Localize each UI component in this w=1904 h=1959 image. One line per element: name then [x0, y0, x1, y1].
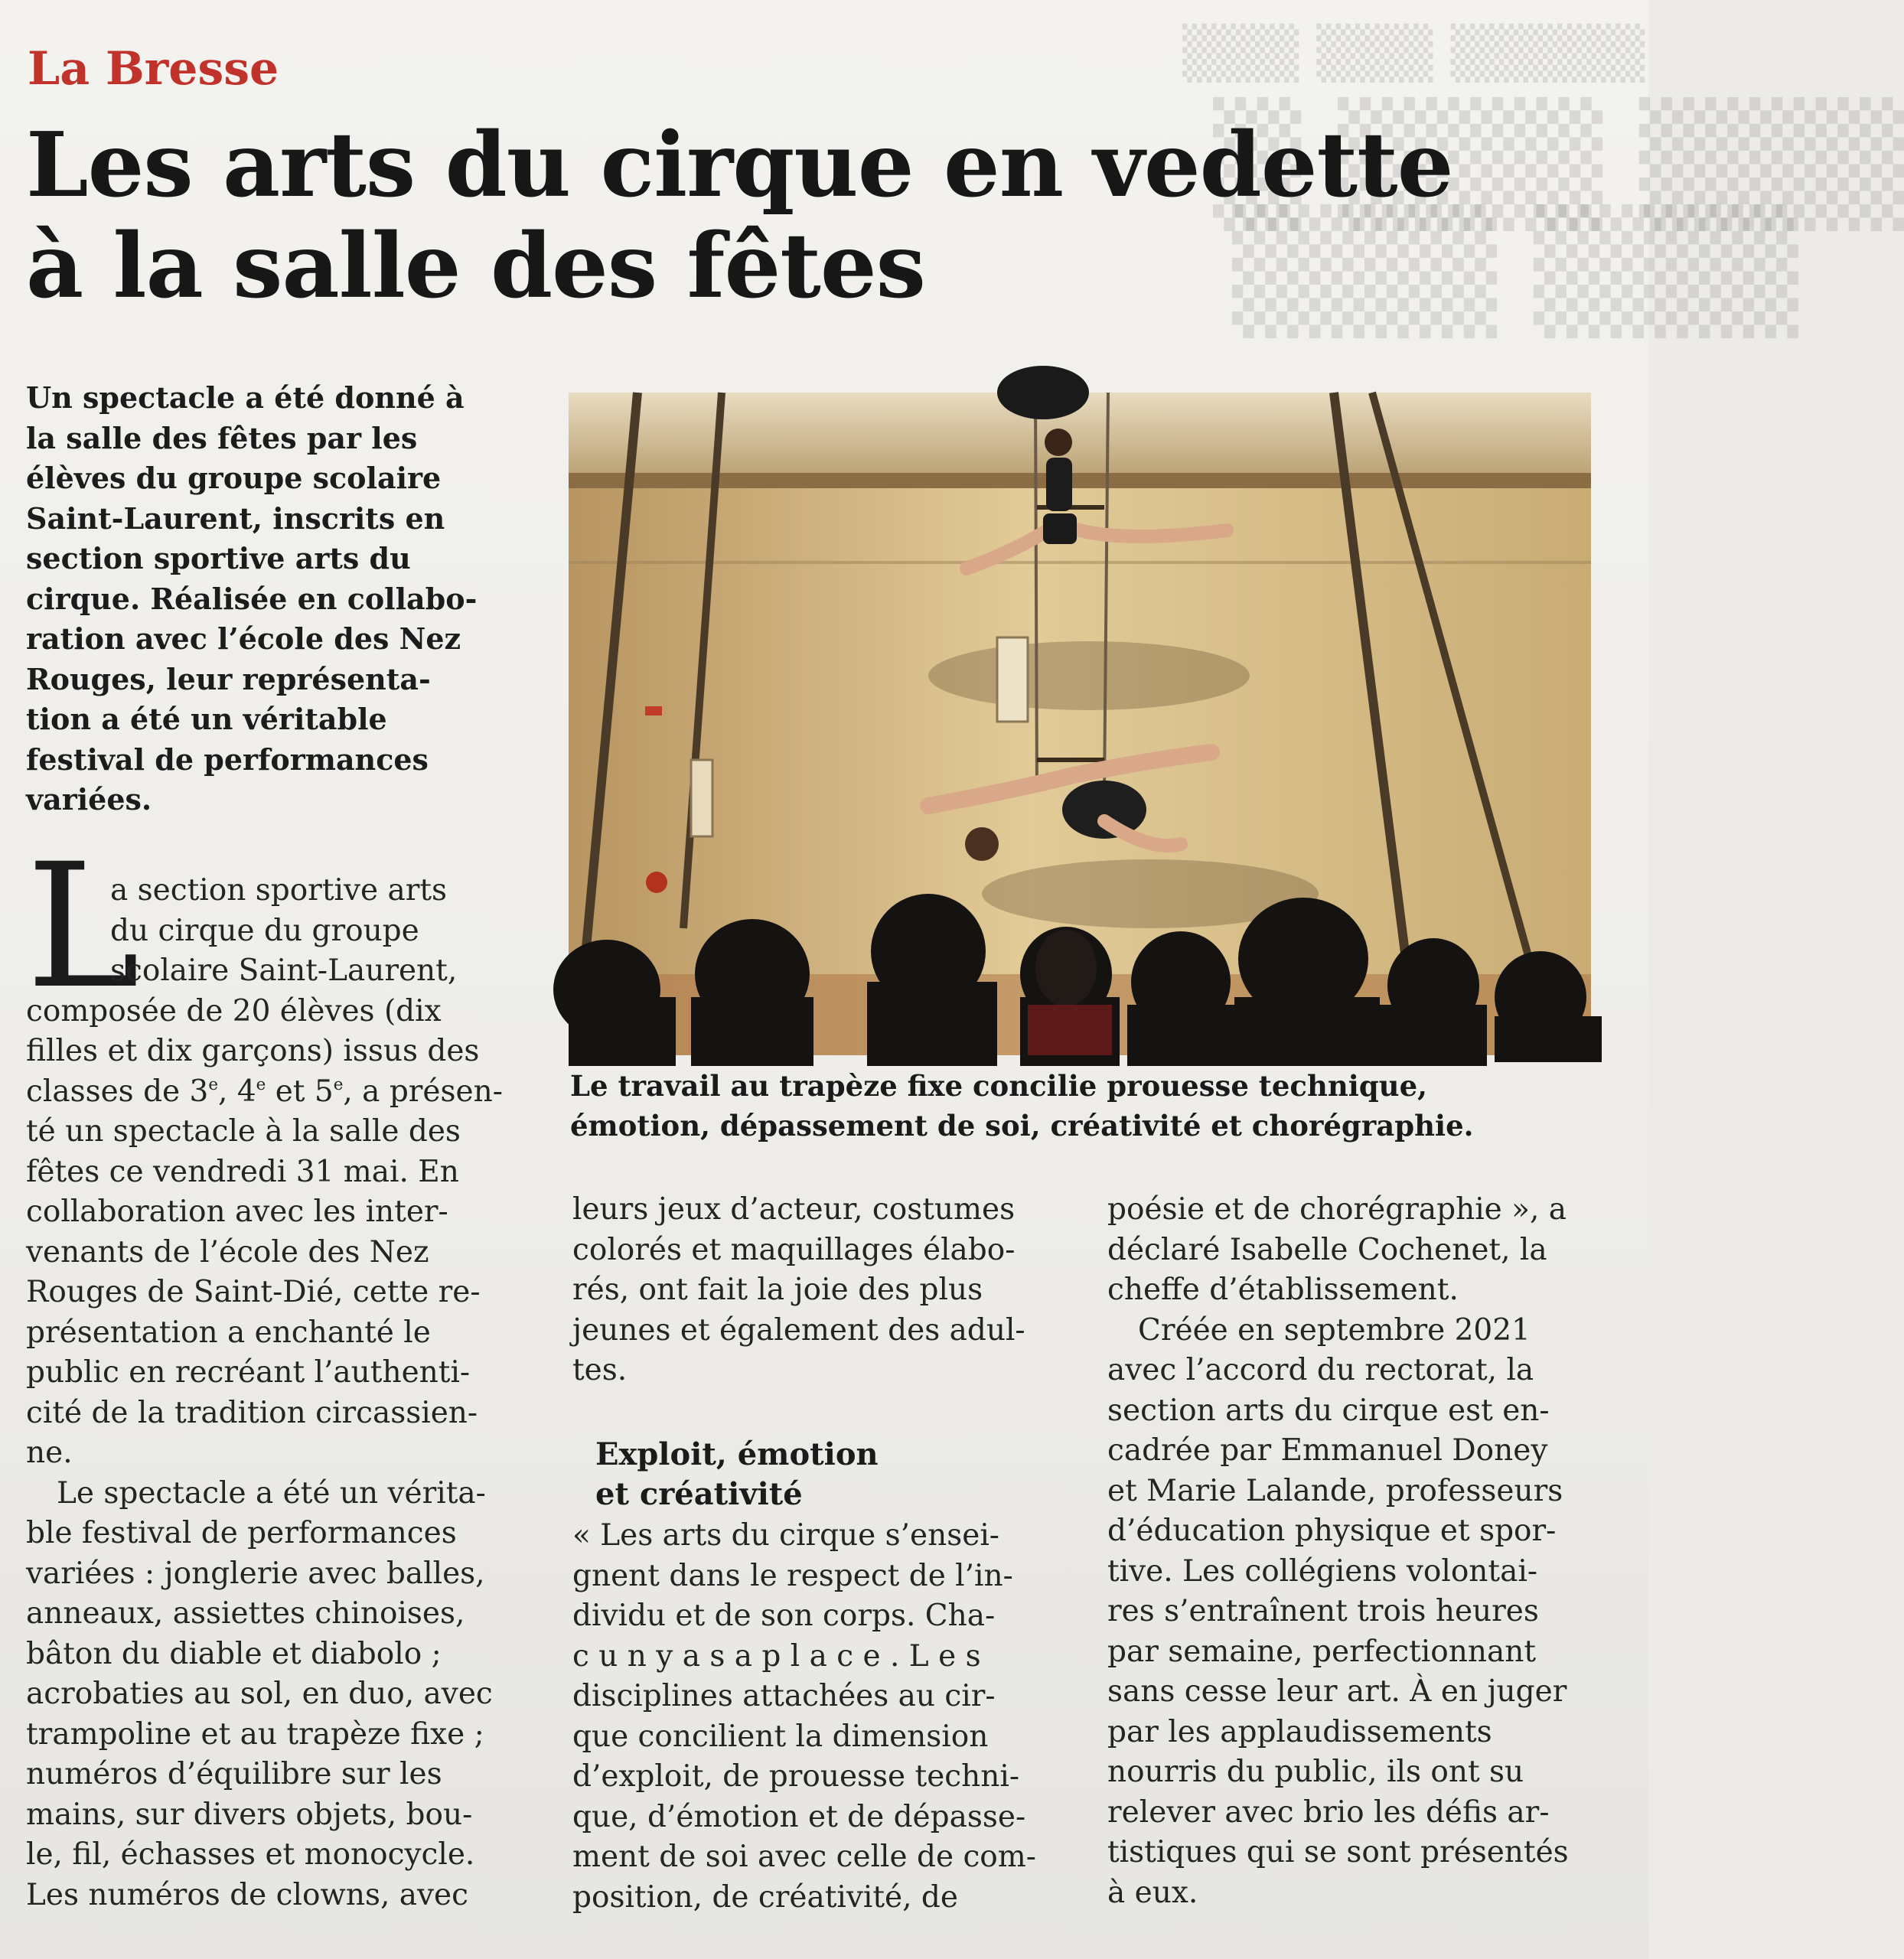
caption-line: émotion, dépassement de soi, créativité et chorégraphie.: [570, 1109, 1474, 1142]
body-line: [26, 1072, 531, 1113]
body-line: numéros d’équilibre sur les: [26, 1757, 442, 1791]
article-headline: [26, 115, 1480, 317]
body-line: que, d’émotion et de dépasse-: [572, 1799, 1026, 1834]
text-fragment: , 4: [218, 1074, 256, 1109]
body-line: que concilient la dimension: [572, 1719, 989, 1754]
body-line: ment de soi avec celle de com-: [572, 1840, 1036, 1874]
body-line: déclaré Isabelle Cochenet, la: [1107, 1232, 1547, 1267]
subheading-line: et créativité: [595, 1476, 803, 1512]
lead-line: la salle des fêtes par les: [26, 420, 418, 455]
subheading-line: Exploit, émotion: [595, 1436, 879, 1472]
superscript: e: [208, 1074, 219, 1094]
body-line: mains, sur divers objets, bou-: [26, 1797, 473, 1832]
caption-line: Le travail au trapèze fixe concilie prouesse technique,: [570, 1069, 1428, 1103]
body-line: d’éducation physique et spor-: [1107, 1514, 1557, 1548]
body-line: té un spectacle à la salle des: [26, 1114, 461, 1149]
body-line: présentation a enchanté le: [26, 1315, 431, 1350]
body-line: variées : jonglerie avec balles,: [26, 1556, 485, 1591]
lead-line: tion a été un véritable: [26, 702, 387, 736]
body-line: colorés et maquillages élabo-: [572, 1232, 1016, 1267]
body-line: et Marie Lalande, professeurs: [1107, 1473, 1563, 1508]
article-subheading: [595, 1435, 1055, 1514]
body-line: Les numéros de clowns, avec: [26, 1877, 468, 1912]
article-column-2-continued: [572, 1516, 1078, 1918]
body-line: res s’entraînent trois heures: [1107, 1594, 1539, 1628]
body-line: trampoline et au trapèze fixe ;: [26, 1716, 484, 1752]
body-line: Rouges de Saint-Dié, cette re-: [26, 1275, 481, 1309]
lead-line: Un spectacle a été donné à: [26, 380, 465, 415]
lead-line: section sportive arts du: [26, 541, 411, 575]
body-line: dividu et de son corps. Cha-: [572, 1599, 996, 1633]
body-line: public en recréant l’authenti-: [26, 1355, 471, 1390]
body-line: sans cesse leur art. À en juger: [1107, 1674, 1567, 1709]
body-line: collaboration avec les inter-: [26, 1195, 448, 1229]
body-line: scolaire Saint-Laurent,: [110, 953, 458, 988]
lead-line: variées.: [26, 782, 152, 817]
body-line: gnent dans le respect de l’in-: [572, 1558, 1013, 1593]
body-line: rés, ont fait la joie des plus: [572, 1273, 983, 1307]
body-line: avec l’accord du rectorat, la: [1107, 1353, 1534, 1387]
article-column-1: [26, 871, 531, 1915]
lead-line: élèves du groupe scolaire: [26, 461, 442, 495]
body-line: filles et dix garçons) issus des: [26, 1034, 480, 1068]
article-photo: [569, 393, 1591, 1055]
body-line: section arts du cirque est en-: [1107, 1393, 1550, 1428]
body-line: Créée en septembre 2021: [1138, 1312, 1531, 1348]
body-line: leurs jeux d’acteur, costumes: [572, 1192, 1016, 1227]
photo-caption: [570, 1066, 1626, 1146]
body-line: composée de 20 élèves (dix: [26, 993, 442, 1028]
article-column-3: [1107, 1190, 1612, 1913]
body-line: acrobaties au sol, en duo, avec: [26, 1677, 493, 1711]
body-line: nourris du public, ils ont su: [1107, 1755, 1524, 1789]
body-line: venants de l’école des Nez: [26, 1234, 429, 1270]
body-line: par semaine, perfectionnant: [1107, 1634, 1536, 1669]
body-line: tive. Les collégiens volontai-: [1107, 1553, 1537, 1589]
body-line: d’exploit, de prouesse techni-: [572, 1759, 1020, 1794]
body-line: bâton du diable et diabolo ;: [26, 1636, 442, 1671]
body-line: tistiques qui se sont présentés: [1107, 1835, 1569, 1869]
lead-line: Saint-Laurent, inscrits en: [26, 500, 445, 536]
section-kicker: La Bresse: [28, 42, 279, 96]
body-line: ble festival de performances: [26, 1516, 457, 1550]
body-line: « Les arts du cirque s’ensei-: [572, 1518, 999, 1553]
text-fragment: et 5: [266, 1074, 334, 1109]
body-line: par les applaudissements: [1107, 1714, 1492, 1749]
body-line: Le spectacle a été un vérita-: [57, 1475, 486, 1511]
body-line: a section sportive arts: [110, 873, 448, 908]
body-line: position, de créativité, de: [572, 1879, 958, 1915]
headline-line: à la salle des fêtes: [26, 214, 925, 318]
lead-line: ration avec l’école des Nez: [26, 621, 461, 656]
lead-line: Rouges, leur représenta-: [26, 661, 431, 696]
body-line: jeunes et également des adul-: [572, 1312, 1025, 1348]
body-line: cheffe d’établissement.: [1107, 1273, 1459, 1307]
lead-line: cirque. Réalisée en collabo-: [26, 581, 478, 616]
body-line: c u n y a s a p l a c e . L e s: [572, 1638, 981, 1674]
bleed-through-text: ▒ ▒▒▒ ▒▒▒: [1213, 98, 1904, 231]
lead-line: festival de performances: [26, 742, 429, 777]
body-line: relever avec brio les défis ar-: [1107, 1794, 1550, 1830]
body-line: le, fil, échasses et monocycle.: [26, 1837, 475, 1872]
superscript: e: [256, 1074, 266, 1094]
body-line: tes.: [572, 1353, 628, 1387]
body-line: disciplines attachées au cir-: [572, 1679, 996, 1713]
bleed-through-text: ▒▒▒ ▒▒▒: [1232, 205, 1798, 338]
body-line: ne.: [26, 1436, 73, 1470]
body-line: à eux.: [1107, 1875, 1198, 1910]
superscript: e: [333, 1074, 344, 1094]
body-line: anneaux, assiettes chinoises,: [26, 1596, 465, 1631]
body-line: fêtes ce vendredi 31 mai. En: [26, 1154, 459, 1189]
text-fragment: , a présen-: [343, 1074, 503, 1109]
body-line: cadrée par Emmanuel Doney: [1107, 1433, 1548, 1468]
body-line: cité de la tradition circassien-: [26, 1395, 478, 1430]
body-line: du cirque du groupe: [110, 913, 419, 948]
headline-line: Les arts du cirque en vedette: [26, 113, 1453, 217]
article-column-2: [572, 1190, 1078, 1391]
article-lead: [26, 378, 516, 820]
drop-cap: L: [26, 826, 140, 1026]
text-fragment: classes de 3: [26, 1074, 209, 1109]
body-line: poésie et de chorégraphie », a: [1107, 1192, 1567, 1227]
bleed-through-text: ▒▒▒ ▒▒▒ ▒▒▒▒▒: [1182, 23, 1645, 83]
